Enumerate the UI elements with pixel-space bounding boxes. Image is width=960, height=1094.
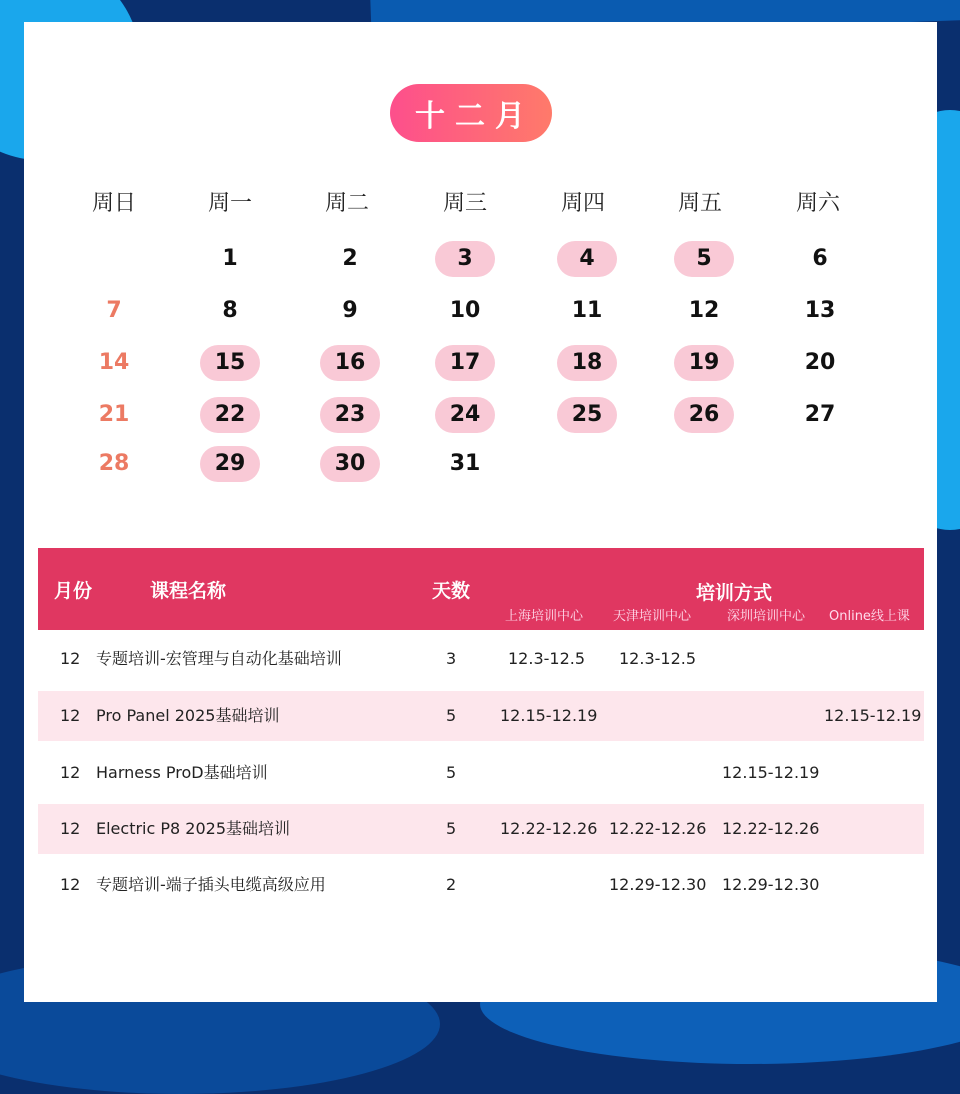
schedule-card (24, 22, 937, 1002)
cell-course: 专题培训-端子插头电缆高级应用 (96, 875, 326, 894)
cell-course: 专题培训-宏管理与自动化基础培训 (96, 649, 342, 668)
cell-days: 5 (446, 763, 457, 782)
weekday-wed: 周三 (442, 191, 487, 216)
calendar-day-sunday: 21 (98, 402, 130, 427)
cell-shanghai: 12.3-12.5 (508, 649, 586, 668)
weekday-sat: 周六 (795, 191, 840, 216)
calendar-day: 9 (342, 298, 358, 323)
calendar-day: 6 (812, 246, 828, 271)
cell-shenzhen: 12.22-12.26 (722, 819, 820, 838)
cell-days: 2 (446, 875, 457, 894)
calendar-day: 13 (804, 298, 836, 323)
header-online: Online线上课 (829, 609, 910, 624)
weekday-thu: 周四 (560, 191, 605, 216)
table-header (38, 548, 924, 630)
calendar-day-highlighted: 24 (435, 397, 495, 433)
cell-days: 5 (446, 819, 457, 838)
calendar-day-sunday: 14 (98, 350, 130, 375)
calendar-day-highlighted: 22 (200, 397, 260, 433)
cell-course: Pro Panel 2025基础培训 (96, 706, 280, 725)
header-tianjin: 天津培训中心 (613, 609, 692, 624)
cell-course: Electric P8 2025基础培训 (96, 819, 291, 838)
calendar-day: 1 (222, 246, 238, 271)
table-row (38, 691, 924, 741)
calendar-day-highlighted: 5 (674, 241, 734, 277)
table-row (38, 748, 924, 798)
calendar-day-highlighted: 23 (320, 397, 380, 433)
calendar-day-highlighted: 26 (674, 397, 734, 433)
cell-days: 5 (446, 706, 457, 725)
header-month: 月份 (54, 580, 93, 602)
cell-shenzhen: 12.29-12.30 (722, 875, 820, 894)
calendar-day-highlighted: 17 (435, 345, 495, 381)
weekday-fri: 周五 (677, 191, 722, 216)
cell-month: 12 (60, 763, 81, 782)
cell-month: 12 (60, 819, 81, 838)
calendar-day-highlighted: 3 (435, 241, 495, 277)
table-row (38, 634, 924, 684)
header-training-method: 培训方式 (696, 582, 773, 604)
cell-month: 12 (60, 649, 81, 668)
calendar-day-highlighted: 15 (200, 345, 260, 381)
header-days: 天数 (432, 580, 471, 602)
calendar-day: 8 (222, 298, 238, 323)
cell-month: 12 (60, 875, 81, 894)
calendar-day: 11 (571, 298, 603, 323)
calendar-day: 10 (449, 298, 481, 323)
header-shenzhen: 深圳培训中心 (727, 609, 806, 624)
cell-course: Harness ProD基础培训 (96, 763, 268, 782)
calendar-day-highlighted: 29 (200, 446, 260, 482)
cell-shanghai: 12.22-12.26 (500, 819, 598, 838)
cell-online: 12.15-12.19 (824, 706, 922, 725)
calendar-day: 27 (804, 402, 836, 427)
calendar-day: 2 (342, 246, 358, 271)
calendar-day-highlighted: 19 (674, 345, 734, 381)
cell-tianjin: 12.29-12.30 (609, 875, 707, 894)
calendar-day: 12 (688, 298, 720, 323)
calendar-day-highlighted: 16 (320, 345, 380, 381)
cell-month: 12 (60, 706, 81, 725)
cell-tianjin: 12.22-12.26 (609, 819, 707, 838)
calendar-day-sunday: 28 (98, 451, 130, 476)
calendar-day-sunday: 7 (106, 298, 122, 323)
calendar-day-highlighted: 18 (557, 345, 617, 381)
cell-tianjin: 12.3-12.5 (619, 649, 697, 668)
calendar-day: 31 (449, 451, 481, 476)
table-row (38, 804, 924, 854)
calendar-day-highlighted: 4 (557, 241, 617, 277)
weekday-sun: 周日 (91, 191, 136, 216)
weekday-mon: 周一 (207, 191, 252, 216)
cell-shanghai: 12.15-12.19 (500, 706, 598, 725)
cell-days: 3 (446, 649, 457, 668)
cell-shenzhen: 12.15-12.19 (722, 763, 820, 782)
table-row (38, 860, 924, 910)
month-title: 十二月 (390, 84, 552, 142)
calendar-day: 20 (804, 350, 836, 375)
calendar-day-highlighted: 30 (320, 446, 380, 482)
header-shanghai: 上海培训中心 (505, 609, 584, 624)
calendar-day-highlighted: 25 (557, 397, 617, 433)
weekday-tue: 周二 (324, 191, 369, 216)
header-course: 课程名称 (150, 580, 227, 602)
